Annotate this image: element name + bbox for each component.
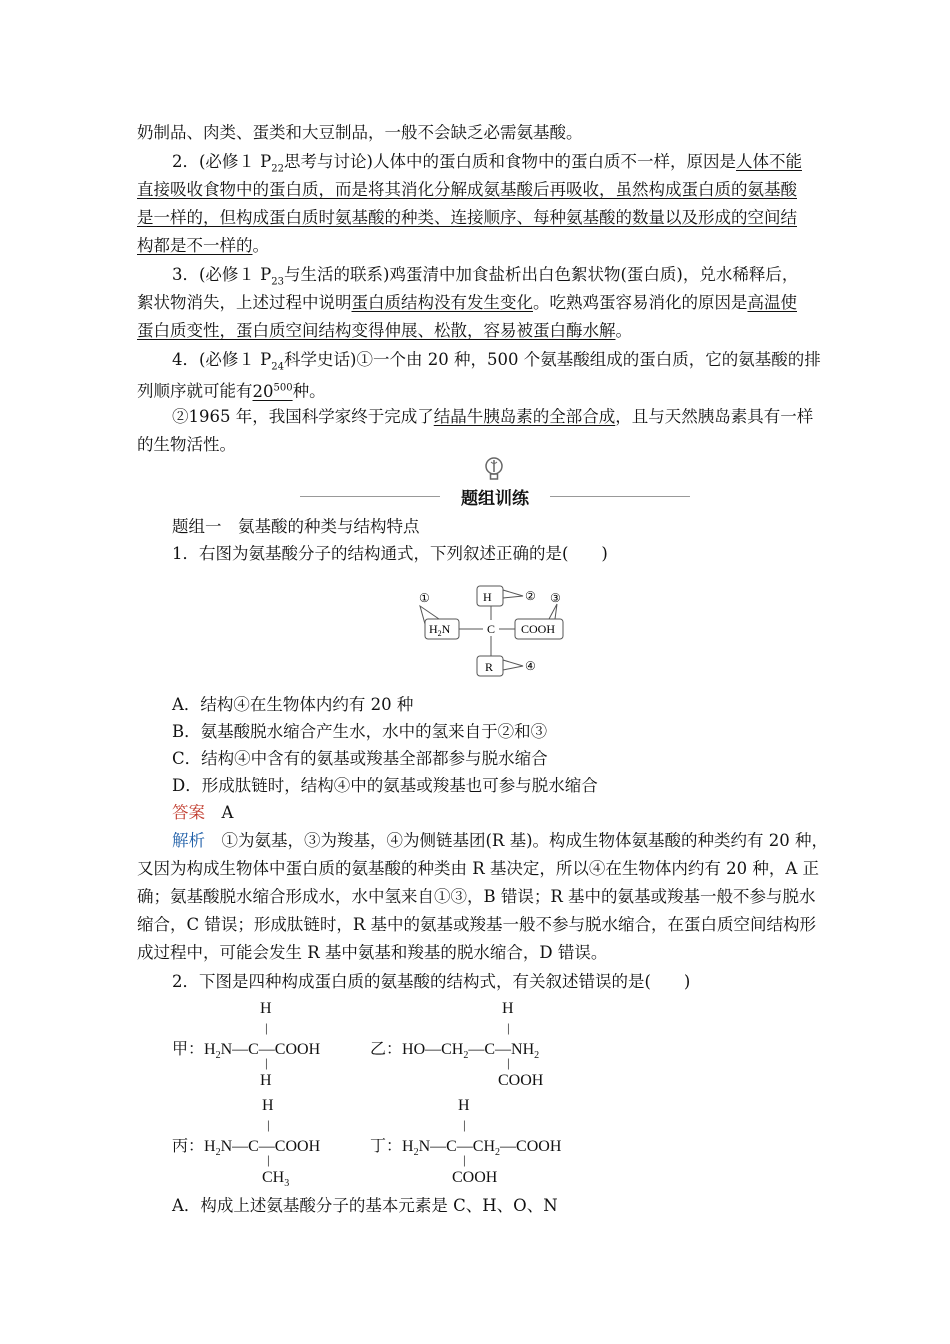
analysis-label: 解析 (172, 831, 205, 850)
banner-title: 题组训练 (461, 489, 529, 509)
banner-rule-right (550, 496, 690, 497)
formula-yi (370, 1000, 590, 1095)
group-cooh: COOH (452, 1169, 498, 1186)
section-banner (300, 484, 690, 508)
bond-vertical: | (267, 1152, 270, 1167)
callout-3: ③ (550, 591, 561, 605)
analysis-line-3: 确；氨基酸脱水缩合形成水，水中氢来自①③，B 错误；R 基中的氨基或羧基一般不参与脱水 (137, 887, 816, 906)
formula-main: 乙：$HO—CH_2—C—NH_2$ (370, 1041, 540, 1062)
cooh-label: COOH (521, 622, 556, 636)
bond-vertical: | (507, 1055, 510, 1070)
callout-4: ④ (525, 659, 536, 673)
item-4-line-4: 的生物活性。 (137, 435, 236, 454)
answer-label: 答案 (172, 803, 205, 822)
bond-vertical: | (265, 1020, 268, 1035)
item-2-line-1: 2．(必修１ $P_{22}$思考与讨论)人体中的蛋白质和食物中的蛋白质不一样，原因是人体不能 (172, 152, 802, 175)
formula-jia (172, 1000, 372, 1095)
banner-rule-left (300, 496, 440, 497)
question-1-stem: 1．右图为氨基酸分子的结构通式，下列叙述正确的是( ) (172, 544, 608, 563)
atom-h: H (260, 1000, 272, 1017)
option-d: D．形成肽链时，结构④中的氨基或羧基也可参与脱水缩合 (172, 776, 598, 795)
item-2-line-2: 直接吸收食物中的蛋白质，而是将其消化分解成氨基酸后再吸收，虽然构成蛋白质的氨基酸 (137, 180, 797, 199)
question-2-stem: 2．下图是四种构成蛋白质的氨基酸的结构式，有关叙述错误的是( ) (172, 972, 691, 991)
item-2-line-4: 构都是不一样的。 (137, 236, 269, 255)
group-cooh: COOH (498, 1072, 544, 1089)
formula-main: 丙：$H_2N—C—COOH$ (172, 1138, 321, 1159)
bond-vertical: | (463, 1117, 466, 1132)
formula-ding (370, 1097, 600, 1192)
formula-bing (172, 1097, 372, 1192)
question-2-option-a: A．构成上述氨基酸分子的基本元素是 C、H、O、N (172, 1196, 558, 1215)
item-3-line-1: 3．(必修１ $P_{23}$与生活的联系)鸡蛋清中加食盐析出白色絮状物(蛋白质)，兑水稀释后， (172, 265, 799, 288)
answer-value: A (221, 803, 234, 822)
analysis-line-1: 解析 ①为氨基，③为羧基，④为侧链基团(R 基)。构成生物体氨基酸的种类约有 20 种， (172, 831, 829, 850)
atom-h: H (262, 1097, 274, 1114)
analysis-line-5: 成过程中，可能会发生 R 基中氨基和羧基的脱水缩合，D 错误。 (137, 943, 608, 962)
group-ch3: $CH_3$ (262, 1169, 290, 1190)
bond-vertical: | (463, 1152, 466, 1167)
option-c: C．结构④中含有的氨基或羧基全部都参与脱水缩合 (172, 749, 548, 768)
atom-h: H (260, 1072, 272, 1089)
item-3-line-2: 絮状物消失，上述过程中说明蛋白质结构没有发生变化。吃熟鸡蛋容易消化的原因是高温使 (137, 293, 797, 312)
atom-h: H (458, 1097, 470, 1114)
analysis-line-2: 又因为构成生物体中蛋白质的氨基酸的种类由 R 基决定，所以④在生物体内约有 20 种，A 正 (137, 859, 820, 878)
group-title: 题组一 氨基酸的种类与结构特点 (172, 517, 420, 536)
item-2-line-3: 是一样的，但构成蛋白质时氨基酸的种类、连接顺序、每种氨基酸的数量以及形成的空间结 (137, 208, 797, 227)
atom-h: H (502, 1000, 514, 1017)
callout-2: ② (525, 589, 536, 603)
bond-vertical: | (265, 1055, 268, 1070)
callout-pointer (503, 590, 523, 598)
callout-pointer (503, 660, 523, 670)
formula-main: 甲：$H_2N—C—COOH$ (172, 1041, 321, 1062)
lightbulb-icon (483, 456, 505, 482)
formula-main: 丁：$H_2N—C—CH_2—COOH$ (370, 1138, 562, 1159)
item-4-line-3: ②1965 年，我国科学家终于完成了结晶牛胰岛素的全部合成，且与天然胰岛素具有一样 (172, 407, 814, 426)
r-label: R (485, 660, 494, 674)
h-label: H (483, 590, 492, 604)
item-4-line-1: 4．(必修１ $P_{24}$科学史话)①一个由 20 种，500 个氨基酸组成的蛋白质，它的氨基酸的排 (172, 350, 821, 373)
answer-line (172, 801, 233, 825)
callout-1: ① (419, 591, 430, 605)
bond-vertical: | (507, 1020, 510, 1035)
analysis-line-4: 缩合，C 错误；形成肽链时，R 基中的氨基或羧基一般不参与脱水缩合，在蛋白质空间结构形 (137, 915, 817, 934)
c-label: C (487, 622, 496, 636)
item-4-line-2: 列顺序就可能有$20^{500}$种。 (137, 381, 326, 401)
option-b: B．氨基酸脱水缩合产生水，水中的氢来自于②和③ (172, 722, 548, 741)
item-3-line-3: 蛋白质变性，蛋白质空间结构变得伸展、松散，容易被蛋白酶水解。 (137, 321, 632, 340)
option-a: A．结构④在生物体内约有 20 种 (172, 695, 414, 714)
bond-vertical: | (267, 1117, 270, 1132)
paragraph: 奶制品、肉类、蛋类和大豆制品，一般不会缺乏必需氨基酸。 (137, 123, 583, 142)
callout-pointer (549, 604, 557, 619)
nh2-label: $H_2N$ (429, 622, 451, 638)
amino-acid-general-structure-diagram (415, 584, 575, 684)
